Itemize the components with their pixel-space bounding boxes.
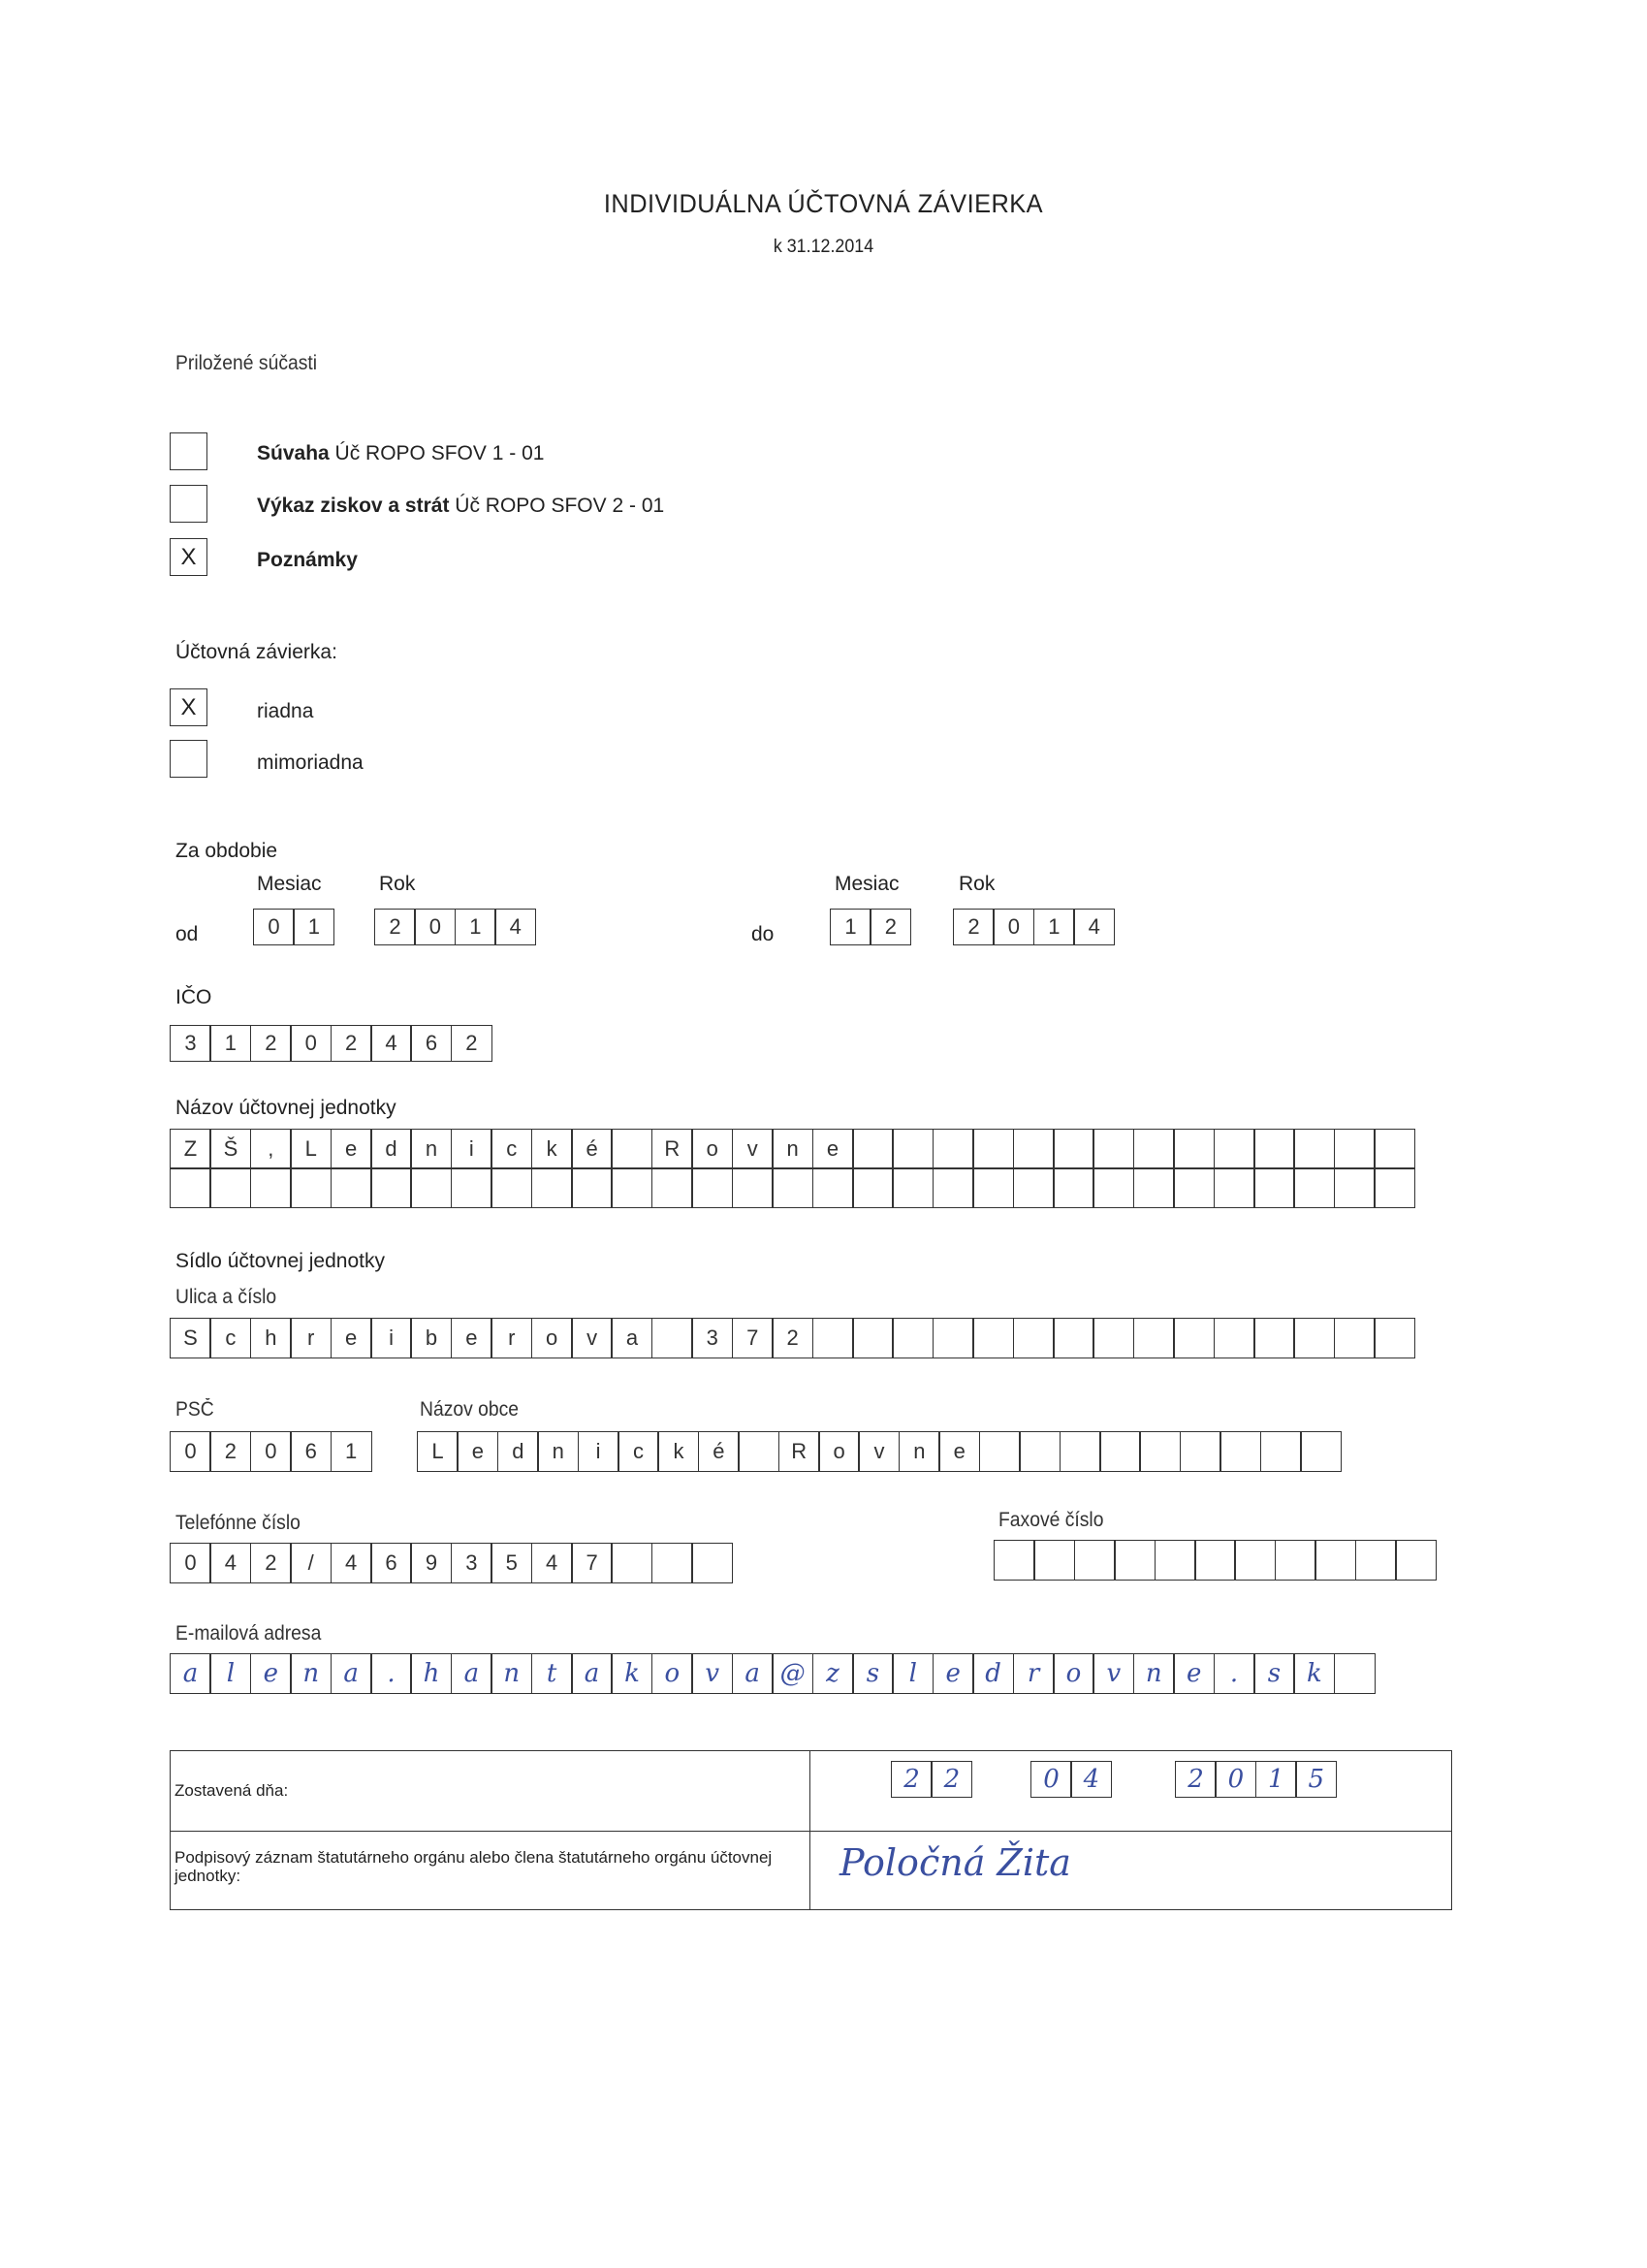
char-cell[interactable]: S bbox=[170, 1318, 211, 1358]
char-cell[interactable] bbox=[972, 1167, 1014, 1208]
char-cell[interactable] bbox=[1395, 1540, 1437, 1581]
char-cell[interactable]: o bbox=[691, 1129, 733, 1169]
char-cell[interactable]: 7 bbox=[571, 1543, 613, 1583]
char-cell[interactable]: e bbox=[938, 1431, 980, 1472]
ico-field[interactable] bbox=[170, 1025, 491, 1062]
char-cell[interactable]: , bbox=[250, 1129, 292, 1169]
char-cell[interactable]: d bbox=[972, 1653, 1014, 1694]
char-cell[interactable] bbox=[738, 1431, 779, 1472]
char-cell[interactable]: 4 bbox=[331, 1543, 372, 1583]
char-cell[interactable] bbox=[1093, 1167, 1134, 1208]
char-cell[interactable]: / bbox=[290, 1543, 332, 1583]
char-cell[interactable]: 0 bbox=[253, 909, 295, 945]
compiled-date-label: Zostavená dňa: bbox=[174, 1781, 289, 1800]
from-month-field[interactable] bbox=[253, 909, 333, 945]
char-cell[interactable] bbox=[1260, 1431, 1302, 1472]
char-cell[interactable]: k bbox=[657, 1431, 699, 1472]
char-cell[interactable] bbox=[1019, 1431, 1061, 1472]
char-cell[interactable] bbox=[892, 1167, 934, 1208]
char-cell[interactable] bbox=[531, 1167, 573, 1208]
char-cell[interactable]: e bbox=[451, 1318, 492, 1358]
char-cell[interactable]: 4 bbox=[1073, 909, 1115, 945]
compiled-year-field[interactable] bbox=[1175, 1761, 1336, 1798]
char-cell[interactable] bbox=[1053, 1129, 1094, 1169]
char-cell[interactable]: e bbox=[812, 1129, 854, 1169]
to-month-label: Mesiac bbox=[835, 873, 900, 895]
char-cell[interactable] bbox=[1214, 1318, 1255, 1358]
char-cell[interactable] bbox=[732, 1167, 774, 1208]
char-cell[interactable]: 2 bbox=[772, 1318, 813, 1358]
char-cell[interactable] bbox=[1053, 1318, 1094, 1358]
char-cell[interactable]: o bbox=[818, 1431, 860, 1472]
char-cell[interactable]: 3 bbox=[170, 1025, 211, 1062]
char-cell[interactable] bbox=[772, 1167, 813, 1208]
char-cell[interactable]: a bbox=[331, 1653, 372, 1694]
char-cell[interactable]: r bbox=[290, 1318, 332, 1358]
char-cell[interactable] bbox=[691, 1167, 733, 1208]
town-field[interactable] bbox=[417, 1431, 1340, 1472]
char-cell[interactable] bbox=[651, 1167, 693, 1208]
char-cell[interactable] bbox=[611, 1543, 652, 1583]
char-cell[interactable]: v bbox=[858, 1431, 900, 1472]
char-cell[interactable]: 2 bbox=[209, 1431, 251, 1472]
closing-checkbox-riadna[interactable]: X bbox=[170, 688, 207, 726]
char-cell[interactable]: v bbox=[732, 1129, 774, 1169]
char-cell[interactable]: n bbox=[491, 1653, 532, 1694]
char-cell[interactable] bbox=[1334, 1653, 1376, 1694]
char-cell[interactable]: 0 bbox=[250, 1431, 292, 1472]
char-cell[interactable]: t bbox=[531, 1653, 573, 1694]
char-cell[interactable]: e bbox=[331, 1129, 372, 1169]
char-cell[interactable]: b bbox=[410, 1318, 452, 1358]
char-cell[interactable]: a bbox=[611, 1318, 652, 1358]
from-year-label: Rok bbox=[379, 873, 416, 895]
town-label: Názov obce bbox=[420, 1398, 520, 1421]
char-cell[interactable]: é bbox=[571, 1129, 613, 1169]
attachments-heading: Priložené súčasti bbox=[175, 352, 318, 374]
from-year-field[interactable] bbox=[374, 909, 535, 945]
char-cell[interactable]: k bbox=[531, 1129, 573, 1169]
char-cell[interactable] bbox=[1355, 1540, 1397, 1581]
char-cell[interactable] bbox=[1133, 1129, 1175, 1169]
char-cell[interactable]: 3 bbox=[451, 1543, 492, 1583]
char-cell[interactable]: 2 bbox=[331, 1025, 372, 1062]
char-cell[interactable] bbox=[290, 1167, 332, 1208]
char-cell[interactable]: . bbox=[370, 1653, 412, 1694]
to-month-field[interactable] bbox=[830, 909, 910, 945]
char-cell[interactable]: e bbox=[250, 1653, 292, 1694]
char-cell[interactable]: 6 bbox=[370, 1543, 412, 1583]
char-cell[interactable] bbox=[812, 1318, 854, 1358]
char-cell[interactable]: e bbox=[331, 1318, 372, 1358]
char-cell[interactable] bbox=[933, 1129, 974, 1169]
char-cell[interactable] bbox=[1293, 1129, 1335, 1169]
char-cell[interactable]: 4 bbox=[494, 909, 536, 945]
char-cell[interactable] bbox=[1173, 1318, 1215, 1358]
char-cell[interactable] bbox=[1374, 1318, 1415, 1358]
street-field[interactable] bbox=[170, 1318, 1414, 1358]
char-cell[interactable]: h bbox=[250, 1318, 292, 1358]
char-cell[interactable] bbox=[1300, 1431, 1342, 1472]
char-cell[interactable]: 2 bbox=[451, 1025, 492, 1062]
char-cell[interactable]: 1 bbox=[209, 1025, 251, 1062]
char-cell[interactable]: 2 bbox=[250, 1025, 292, 1062]
char-cell[interactable]: e bbox=[1173, 1653, 1215, 1694]
char-cell[interactable] bbox=[691, 1543, 733, 1583]
char-cell[interactable]: d bbox=[370, 1129, 412, 1169]
char-cell[interactable]: e bbox=[933, 1653, 974, 1694]
compiled-month-field[interactable] bbox=[1030, 1761, 1111, 1798]
char-cell[interactable]: 2 bbox=[1175, 1761, 1217, 1798]
attachment-label-suvaha: Súvaha Úč ROPO SFOV 1 - 01 bbox=[257, 442, 545, 464]
char-cell[interactable] bbox=[1139, 1431, 1181, 1472]
char-cell[interactable]: Š bbox=[209, 1129, 251, 1169]
char-cell[interactable]: e bbox=[457, 1431, 498, 1472]
char-cell[interactable]: l bbox=[209, 1653, 251, 1694]
char-cell[interactable]: 6 bbox=[410, 1025, 452, 1062]
char-cell[interactable]: @ bbox=[772, 1653, 813, 1694]
char-cell[interactable]: a bbox=[170, 1653, 211, 1694]
char-cell[interactable] bbox=[1194, 1540, 1236, 1581]
char-cell[interactable]: c bbox=[209, 1318, 251, 1358]
phone-label: Telefónne číslo bbox=[175, 1512, 301, 1534]
char-cell[interactable] bbox=[209, 1167, 251, 1208]
char-cell[interactable]: i bbox=[451, 1129, 492, 1169]
char-cell[interactable] bbox=[1013, 1167, 1055, 1208]
char-cell[interactable]: c bbox=[618, 1431, 659, 1472]
char-cell[interactable]: o bbox=[531, 1318, 573, 1358]
char-cell[interactable]: a bbox=[571, 1653, 613, 1694]
char-cell[interactable] bbox=[1253, 1129, 1295, 1169]
attachment-label-poznamky: Poznámky bbox=[257, 549, 358, 571]
char-cell[interactable]: v bbox=[571, 1318, 613, 1358]
char-cell[interactable]: L bbox=[417, 1431, 459, 1472]
char-cell[interactable]: d bbox=[497, 1431, 539, 1472]
char-cell[interactable] bbox=[1180, 1431, 1221, 1472]
char-cell[interactable]: s bbox=[1253, 1653, 1295, 1694]
char-cell[interactable] bbox=[611, 1167, 652, 1208]
seat-heading: Sídlo účtovnej jednotky bbox=[175, 1250, 385, 1272]
char-cell[interactable]: 5 bbox=[491, 1543, 532, 1583]
char-cell[interactable]: 2 bbox=[374, 909, 416, 945]
to-label: do bbox=[751, 923, 775, 945]
char-cell[interactable] bbox=[852, 1318, 894, 1358]
char-cell[interactable] bbox=[571, 1167, 613, 1208]
char-cell[interactable] bbox=[651, 1543, 693, 1583]
char-cell[interactable] bbox=[1293, 1167, 1335, 1208]
char-cell[interactable] bbox=[1314, 1540, 1356, 1581]
char-cell[interactable]: n bbox=[1133, 1653, 1175, 1694]
char-cell[interactable]: 2 bbox=[931, 1761, 972, 1798]
closing-label-riadna: riadna bbox=[257, 700, 314, 722]
char-cell[interactable] bbox=[1074, 1540, 1116, 1581]
attachment-checkbox-vykaz[interactable] bbox=[170, 485, 207, 523]
char-cell[interactable] bbox=[1133, 1318, 1175, 1358]
char-cell[interactable]: R bbox=[651, 1129, 693, 1169]
char-cell[interactable]: r bbox=[1013, 1653, 1055, 1694]
char-cell[interactable]: 0 bbox=[290, 1025, 332, 1062]
char-cell[interactable] bbox=[1093, 1129, 1134, 1169]
char-cell[interactable]: 2 bbox=[953, 909, 995, 945]
char-cell[interactable] bbox=[972, 1129, 1014, 1169]
char-cell[interactable]: h bbox=[410, 1653, 452, 1694]
attachment-checkbox-suvaha[interactable] bbox=[170, 432, 207, 470]
phone-field[interactable] bbox=[170, 1543, 732, 1583]
char-cell[interactable] bbox=[1060, 1431, 1101, 1472]
char-cell[interactable] bbox=[611, 1129, 652, 1169]
char-cell[interactable] bbox=[1334, 1129, 1376, 1169]
char-cell[interactable] bbox=[1219, 1431, 1261, 1472]
char-cell[interactable] bbox=[994, 1540, 1035, 1581]
char-cell[interactable]: o bbox=[651, 1653, 693, 1694]
char-cell[interactable] bbox=[1133, 1167, 1175, 1208]
char-cell[interactable]: 4 bbox=[1070, 1761, 1112, 1798]
char-cell[interactable]: a bbox=[732, 1653, 774, 1694]
char-cell[interactable] bbox=[1053, 1167, 1094, 1208]
char-cell[interactable]: R bbox=[778, 1431, 820, 1472]
char-cell[interactable] bbox=[1334, 1167, 1376, 1208]
char-cell[interactable] bbox=[1234, 1540, 1276, 1581]
closing-type-heading: Účtovná závierka: bbox=[175, 641, 337, 663]
char-cell[interactable] bbox=[1374, 1129, 1415, 1169]
char-cell[interactable]: 7 bbox=[732, 1318, 774, 1358]
attachment-checkbox-poznamky[interactable]: X bbox=[170, 538, 207, 576]
to-year-label: Rok bbox=[959, 873, 996, 895]
char-cell[interactable]: 2 bbox=[891, 1761, 933, 1798]
fax-field[interactable] bbox=[994, 1540, 1435, 1581]
char-cell[interactable]: L bbox=[290, 1129, 332, 1169]
char-cell[interactable] bbox=[331, 1167, 372, 1208]
char-cell[interactable]: 2 bbox=[250, 1543, 292, 1583]
char-cell[interactable]: 1 bbox=[1255, 1761, 1297, 1798]
signature-handwritten: Poločná Žita bbox=[839, 1841, 1071, 1884]
char-cell[interactable] bbox=[892, 1129, 934, 1169]
char-cell[interactable] bbox=[1013, 1318, 1055, 1358]
entity-name-row-2[interactable] bbox=[170, 1167, 1414, 1208]
char-cell[interactable] bbox=[1099, 1431, 1141, 1472]
char-cell[interactable]: n bbox=[899, 1431, 940, 1472]
char-cell[interactable]: 0 bbox=[414, 909, 456, 945]
char-cell[interactable]: n bbox=[410, 1129, 452, 1169]
char-cell[interactable]: l bbox=[892, 1653, 934, 1694]
char-cell[interactable]: 4 bbox=[370, 1025, 412, 1062]
char-cell[interactable] bbox=[1293, 1318, 1335, 1358]
char-cell[interactable]: 4 bbox=[531, 1543, 573, 1583]
email-label: E-mailová adresa bbox=[175, 1622, 322, 1645]
char-cell[interactable]: 6 bbox=[290, 1431, 332, 1472]
char-cell[interactable]: 9 bbox=[410, 1543, 452, 1583]
compiled-day-field[interactable] bbox=[891, 1761, 971, 1798]
char-cell[interactable]: 0 bbox=[993, 909, 1034, 945]
char-cell[interactable] bbox=[250, 1167, 292, 1208]
char-cell[interactable]: 4 bbox=[209, 1543, 251, 1583]
char-cell[interactable] bbox=[972, 1318, 1014, 1358]
char-cell[interactable]: 1 bbox=[830, 909, 871, 945]
char-cell[interactable]: Z bbox=[170, 1129, 211, 1169]
char-cell[interactable]: o bbox=[1053, 1653, 1094, 1694]
char-cell[interactable] bbox=[651, 1318, 693, 1358]
char-cell[interactable] bbox=[1253, 1318, 1295, 1358]
char-cell[interactable]: z bbox=[812, 1653, 854, 1694]
char-cell[interactable]: r bbox=[491, 1318, 532, 1358]
psc-field[interactable] bbox=[170, 1431, 370, 1472]
char-cell[interactable] bbox=[852, 1129, 894, 1169]
char-cell[interactable] bbox=[1374, 1167, 1415, 1208]
from-month-label: Mesiac bbox=[257, 873, 322, 895]
char-cell[interactable] bbox=[933, 1318, 974, 1358]
char-cell[interactable]: v bbox=[691, 1653, 733, 1694]
char-cell[interactable]: 0 bbox=[170, 1431, 211, 1472]
char-cell[interactable] bbox=[1173, 1167, 1215, 1208]
attachment-label-vykaz: Výkaz ziskov a strát Úč ROPO SFOV 2 - 01 bbox=[257, 495, 665, 517]
char-cell[interactable] bbox=[1093, 1318, 1134, 1358]
char-cell[interactable]: s bbox=[852, 1653, 894, 1694]
char-cell[interactable] bbox=[491, 1167, 532, 1208]
char-cell[interactable]: k bbox=[611, 1653, 652, 1694]
signature-label: Podpisový záznam štatutárneho orgánu alebo člena štatutárneho orgánu účtovnej jednotky: bbox=[174, 1848, 773, 1885]
document-date: k 31.12.2014 bbox=[773, 237, 874, 257]
to-year-field[interactable] bbox=[953, 909, 1114, 945]
char-cell[interactable]: 5 bbox=[1295, 1761, 1337, 1798]
char-cell[interactable]: v bbox=[1093, 1653, 1134, 1694]
document-title: INDIVIDUÁLNA ÚČTOVNÁ ZÁVIERKA bbox=[603, 189, 1044, 218]
char-cell[interactable] bbox=[451, 1167, 492, 1208]
char-cell[interactable]: 1 bbox=[1033, 909, 1075, 945]
psc-label: PSČ bbox=[175, 1398, 214, 1421]
char-cell[interactable] bbox=[812, 1167, 854, 1208]
table-divider-vertical bbox=[809, 1751, 810, 1909]
char-cell[interactable] bbox=[1214, 1167, 1255, 1208]
street-label: Ulica a číslo bbox=[175, 1286, 277, 1308]
char-cell[interactable]: . bbox=[1214, 1653, 1255, 1694]
char-cell[interactable] bbox=[933, 1167, 974, 1208]
char-cell[interactable] bbox=[979, 1431, 1021, 1472]
char-cell[interactable] bbox=[1033, 1540, 1075, 1581]
char-cell[interactable] bbox=[1013, 1129, 1055, 1169]
char-cell[interactable] bbox=[852, 1167, 894, 1208]
char-cell[interactable]: 0 bbox=[1215, 1761, 1256, 1798]
char-cell[interactable]: i bbox=[370, 1318, 412, 1358]
closing-label-mimoriadna: mimoriadna bbox=[257, 751, 364, 774]
char-cell[interactable]: 0 bbox=[1030, 1761, 1072, 1798]
char-cell[interactable]: 2 bbox=[870, 909, 911, 945]
email-field[interactable] bbox=[170, 1653, 1374, 1694]
char-cell[interactable] bbox=[1173, 1129, 1215, 1169]
char-cell[interactable] bbox=[410, 1167, 452, 1208]
char-cell[interactable]: k bbox=[1293, 1653, 1335, 1694]
closing-checkbox-mimoriadna[interactable] bbox=[170, 740, 207, 778]
char-cell[interactable] bbox=[1253, 1167, 1295, 1208]
char-cell[interactable]: 1 bbox=[331, 1431, 372, 1472]
ico-label: IČO bbox=[175, 986, 212, 1008]
char-cell[interactable] bbox=[1114, 1540, 1156, 1581]
char-cell[interactable] bbox=[892, 1318, 934, 1358]
char-cell[interactable] bbox=[370, 1167, 412, 1208]
char-cell[interactable]: n bbox=[290, 1653, 332, 1694]
char-cell[interactable]: c bbox=[491, 1129, 532, 1169]
table-divider-horizontal bbox=[171, 1831, 1451, 1832]
char-cell[interactable]: n bbox=[537, 1431, 579, 1472]
char-cell[interactable] bbox=[1275, 1540, 1316, 1581]
from-label: od bbox=[175, 923, 199, 945]
char-cell[interactable]: 3 bbox=[691, 1318, 733, 1358]
char-cell[interactable]: 1 bbox=[455, 909, 496, 945]
char-cell[interactable]: 0 bbox=[170, 1543, 211, 1583]
char-cell[interactable]: i bbox=[578, 1431, 619, 1472]
char-cell[interactable]: a bbox=[451, 1653, 492, 1694]
char-cell[interactable] bbox=[1155, 1540, 1196, 1581]
entity-name-label: Názov účtovnej jednotky bbox=[175, 1097, 396, 1119]
entity-name-row-1[interactable] bbox=[170, 1129, 1414, 1169]
period-heading: Za obdobie bbox=[175, 840, 278, 862]
fax-label: Faxové číslo bbox=[998, 1509, 1104, 1531]
char-cell[interactable]: 1 bbox=[293, 909, 334, 945]
char-cell[interactable] bbox=[170, 1167, 211, 1208]
char-cell[interactable]: é bbox=[698, 1431, 740, 1472]
char-cell[interactable]: n bbox=[772, 1129, 813, 1169]
char-cell[interactable] bbox=[1214, 1129, 1255, 1169]
char-cell[interactable] bbox=[1334, 1318, 1376, 1358]
